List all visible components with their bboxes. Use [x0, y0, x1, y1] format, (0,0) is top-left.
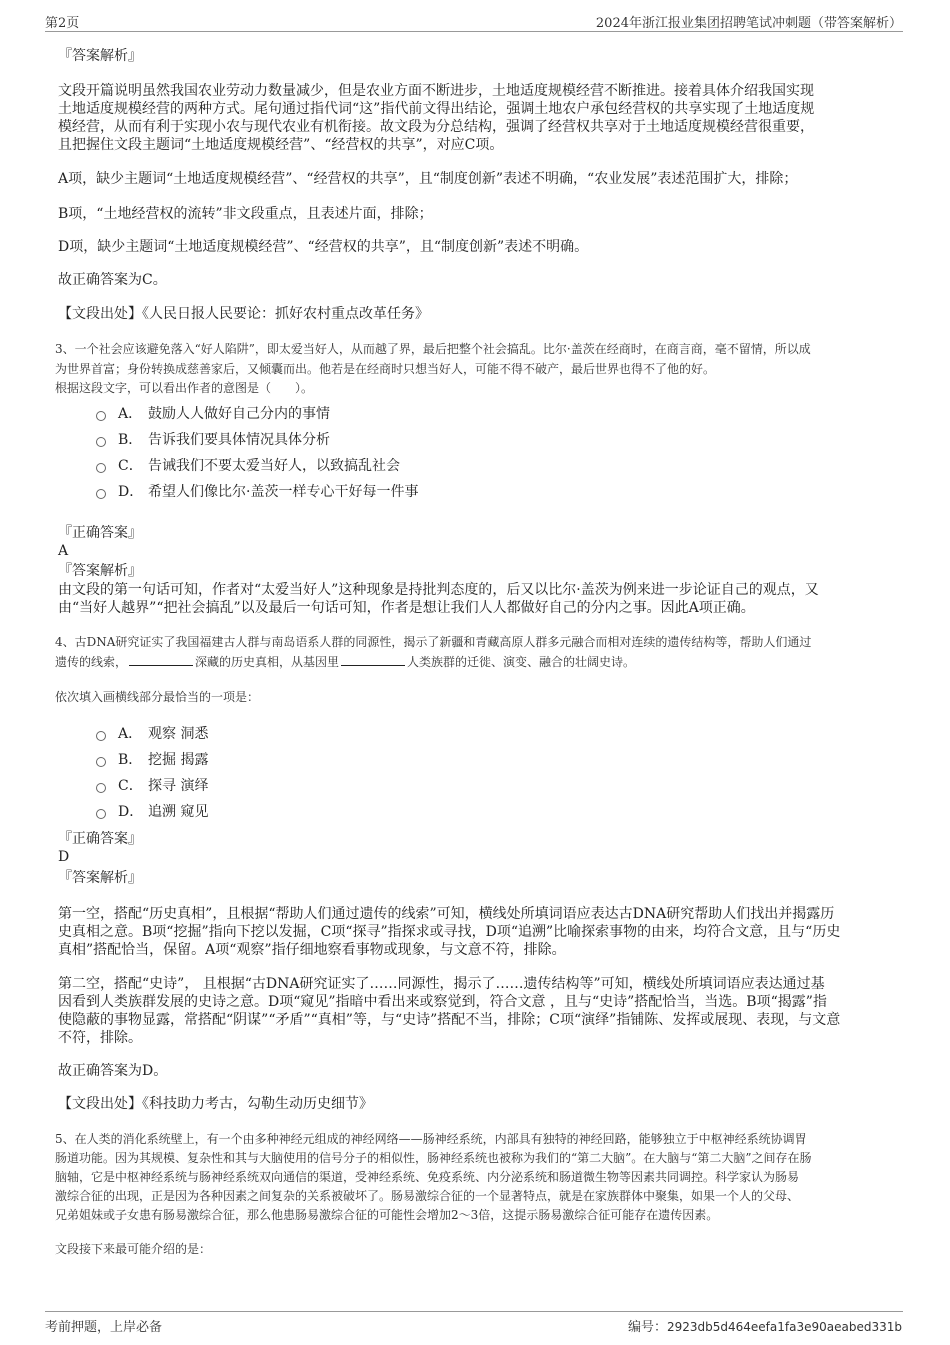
q5-stem-line: 脑轴，它是中枢神经系统与肠神经系统双向通信的渠道，受神经系统、免疫系统、内分泌系统和肠道微生物等因素共同调控。科学家认为肠易 [55, 1170, 800, 1184]
q3-analysis-label: 『答案解析』 [58, 563, 142, 579]
q2-analysis-line: 且把握住文段主题词“土地适度规模经营”、“经营权的共享”，对应C项。 [58, 137, 504, 153]
q4-option-c[interactable] [96, 775, 208, 795]
q4-option-d[interactable] [96, 801, 208, 821]
q4-conclusion: 故正确答案为D。 [58, 1063, 168, 1079]
q5-stem-line: 肠道功能。因为其规模、复杂性和其与大脑使用的信号分子的相似性，肠神经系统也被称为我们的“第二大脑”。在大脑与“第二大脑”之间存在肠 [55, 1151, 812, 1165]
q3-option-b[interactable] [96, 429, 330, 449]
q3-answer-label: 『正确答案』 [58, 525, 142, 541]
header-divider [45, 31, 903, 32]
option-text: 追溯 窥见 [148, 804, 209, 820]
document-code [628, 1316, 902, 1335]
q3-answer: A [58, 543, 69, 559]
q3-option-d[interactable] [96, 481, 418, 501]
option-text: 希望人们像比尔·盖茨一样专心干好每一件事 [148, 484, 419, 500]
q2-conclusion: 故正确答案为C。 [58, 272, 167, 288]
option-text: 探寻 演绎 [148, 778, 209, 794]
radio-button-icon[interactable] [96, 463, 106, 473]
radio-button-icon[interactable] [96, 411, 106, 421]
q5-stem-line: 兄弟姐妹或子女患有肠易激综合征，那么他患肠易激综合征的可能性会增加2～3倍，这提示肠易激综合征可能存在遗传因素。 [55, 1208, 719, 1222]
q5-stem-line: 5、在人类的消化系统壁上，有一个由多种神经元组成的神经网络——肠神经系统，内部具有独特的神经回路，能够独立于中枢神经系统协调胃 [55, 1132, 807, 1146]
q4-analysis-line: 史真相之意。B项“挖掘”指向下挖以发掘，C项“探寻”指探求或寻找，D项“追溯”比喻探索事物的由来，均符合文意，且与“历史 [58, 924, 841, 940]
q4-source: 【文段出处】《科技助力考古，勾勒生动历史细节》 [58, 1096, 373, 1112]
option-text: 告诫我们不要太爱当好人，以致搞乱社会 [148, 458, 400, 474]
document-title: 2024年浙江报业集团招聘笔试冲刺题（带答案解析） [595, 16, 902, 31]
q4-analysis-line: 第二空，搭配“史诗”， 且根据“古DNA研究证实了……同源性，揭示了……遗传结构等”可知，横线处所填词语应表达通过基 [58, 976, 825, 992]
q2-analysis-line: 文段开篇说明虽然我国农业劳动力数量减少，但是农业方面不断进步，土地适度规模经营不断推进。接着具体介绍我国实现 [58, 83, 814, 99]
q2-option-b-analysis: B项，“土地经营权的流转”非文段重点，且表述片面，排除； [58, 206, 433, 222]
q3-option-c[interactable] [96, 455, 400, 475]
q4-stem-text: 深藏的历史真相，从基因里 [195, 655, 340, 669]
radio-button-icon[interactable] [96, 489, 106, 499]
q2-analysis-line: 土地适度规模经营的两种方式。尾句通过指代词“这”指代前文得出结论，强调土地农户承包经营权的共享实现了土地适度规 [58, 101, 815, 117]
q2-analysis-line: 模经营，从而有利于实现小农与现代农业有机衔接。故文段为分总结构，强调了经营权共享对于土地适度规模经营很重要， [58, 119, 814, 135]
option-text: 挖掘 揭露 [148, 752, 209, 768]
q5-prompt: 文段接下来最可能介绍的是： [55, 1242, 212, 1256]
option-letter: B． [118, 432, 143, 448]
q4-answer-label: 『正确答案』 [58, 831, 142, 847]
q5-stem-line: 激综合征的出现，正是因为各种因素之间复杂的关系被破坏了。肠易激综合征的一个显著特点，就是在家族群体中聚集，如果一个人的父母、 [55, 1189, 800, 1203]
q4-prompt: 依次填入画横线部分最恰当的一项是： [55, 690, 260, 704]
option-letter: B． [118, 752, 143, 768]
q3-stem-line: 为世界首富；身份转换成慈善家后，又倾囊而出。他若是在经商时只想当好人，可能不得不破产，最后世界也得不了他的好。 [55, 362, 716, 376]
q2-option-a-analysis: A项，缺少主题词“土地适度规模经营”、“经营权的共享”，且“制度创新”表述不明确，“农业发展”表述范围扩大，排除； [58, 171, 798, 187]
option-letter: C． [118, 778, 143, 794]
radio-button-icon[interactable] [96, 809, 106, 819]
q2-option-d-analysis: D项，缺少主题词“土地适度规模经营”、“经营权的共享”，且“制度创新”表述不明确。 [58, 239, 589, 255]
q4-stem-line2 [55, 653, 635, 671]
option-text: 鼓励人人做好自己分内的事情 [148, 406, 330, 422]
option-letter: C． [118, 458, 143, 474]
q4-analysis-line: 不符，排除。 [58, 1030, 142, 1046]
fill-blank-1 [129, 653, 193, 666]
q4-analysis-line: 因看到人类族群发展的史诗之意。D项“窥见”指暗中看出来或察觉到，符合文意 ，且与“史诗”搭配恰当，当选。B项“揭露”指 [58, 994, 827, 1010]
radio-button-icon[interactable] [96, 731, 106, 741]
q3-option-a[interactable] [96, 403, 330, 423]
page-number: 第2页 [45, 16, 80, 31]
q4-option-a[interactable] [96, 723, 208, 743]
option-letter: A． [118, 406, 143, 422]
footer-divider [45, 1311, 903, 1312]
option-letter: A． [118, 726, 143, 742]
q2-analysis-label: 『答案解析』 [58, 48, 142, 64]
q4-stem-text: 遗传的线索， [55, 655, 128, 669]
option-text: 观察 洞悉 [148, 726, 209, 742]
option-text: 告诉我们要具体情况具体分析 [148, 432, 330, 448]
option-letter: D． [118, 804, 144, 820]
option-letter: D． [118, 484, 144, 500]
code-value: 2923db5d464eefa1fa3e90aeabed331b [666, 1320, 902, 1334]
q4-option-b[interactable] [96, 749, 208, 769]
q4-stem-text: 人类族群的迁徙、演变、融合的壮阔史诗。 [407, 655, 636, 669]
q3-stem-line: 3、一个社会应该避免落入“好人陷阱”，即太爱当好人，从而越了界，最后把整个社会搞乱。比尔·盖茨在经商时，在商言商，毫不留情，所以成 [55, 342, 811, 356]
q3-analysis-line: 由文段的第一句话可知，作者对“太爱当好人”这种现象是持批判态度的，后又以比尔·盖茨为例来进一步论证自己的观点，又 [58, 582, 819, 598]
footer-slogan: 考前押题，上岸必备 [45, 1320, 163, 1335]
q4-stem-line: 4、古DNA研究证实了我国福建古人群与南岛语系人群的同源性，揭示了新疆和青藏高原人群多元融合而相对连续的遗传结构等，帮助人们通过 [55, 635, 812, 649]
q4-analysis-line: 使隐蔽的事物显露，常搭配“阴谋”“矛盾”“真相”等，与“史诗”搭配不当，排除；C项“演绎”指铺陈、发挥或展现、表现，与文意 [58, 1012, 841, 1028]
q3-analysis-line: 由“当好人越界”“把社会搞乱”以及最后一句话可知，作者是想让我们人人都做好自己的分内之事。因此A项正确。 [58, 600, 755, 616]
q4-analysis-label: 『答案解析』 [58, 870, 142, 886]
q2-source: 【文段出处】《人民日报人民要论：抓好农村重点改革任务》 [58, 306, 429, 322]
q4-analysis-line: 真相”搭配恰当，保留。A项“观察”指仔细地察看事物或现象，与文意不符，排除。 [58, 942, 566, 958]
radio-button-icon[interactable] [96, 757, 106, 767]
q4-answer: D [58, 849, 70, 865]
q3-stem-line: 根据这段文字，可以看出作者的意图是（ ）。 [55, 381, 314, 395]
radio-button-icon[interactable] [96, 783, 106, 793]
radio-button-icon[interactable] [96, 437, 106, 447]
fill-blank-2 [341, 653, 405, 666]
code-label: 编号： [627, 1320, 667, 1335]
q4-analysis-line: 第一空，搭配“历史真相”，且根据“帮助人们通过遗传的线索”可知，横线处所填词语应表达古DNA研究帮助人们找出并揭露历 [58, 906, 835, 922]
